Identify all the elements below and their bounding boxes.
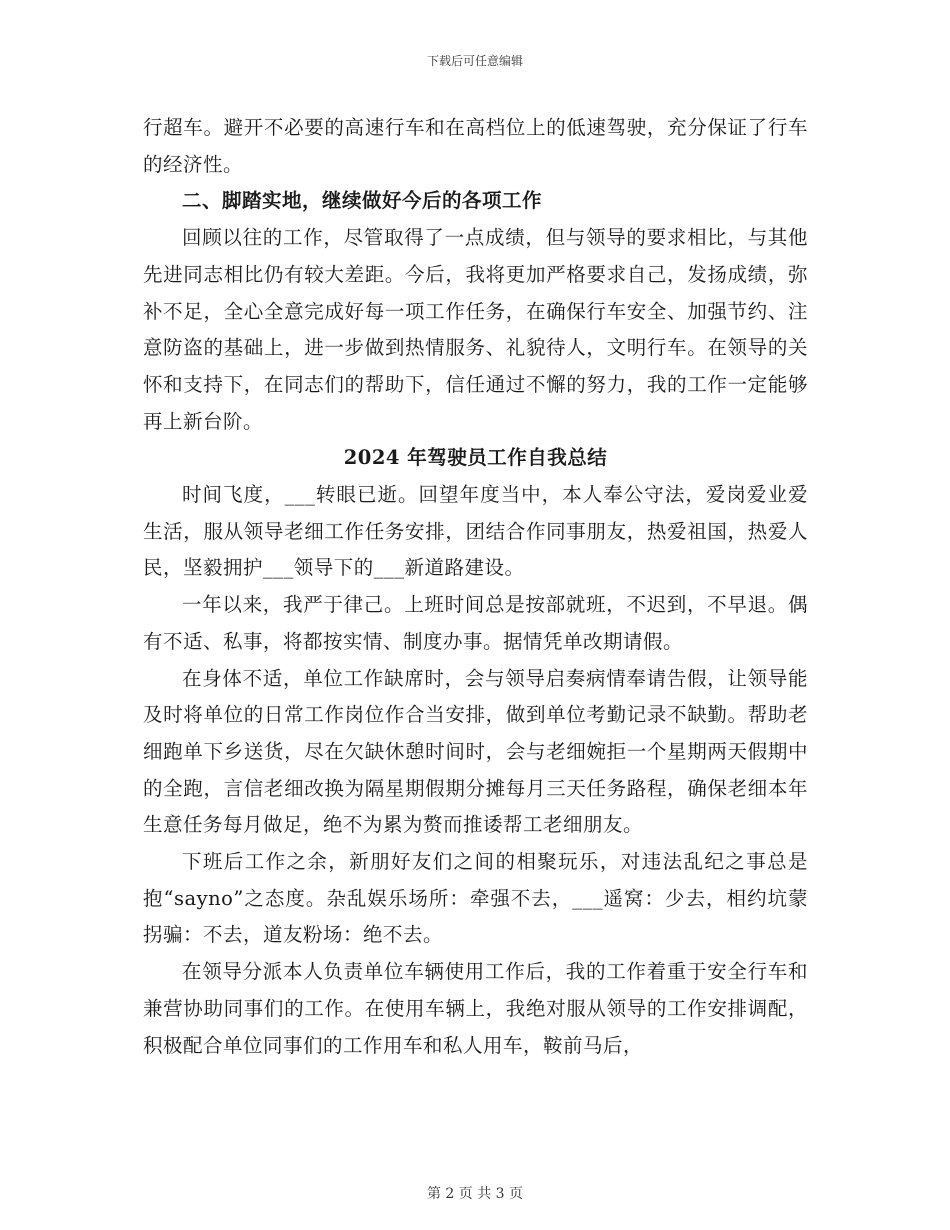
paragraph: 下班后工作之余，新朋好友们之间的相聚玩乐，对违法乱纪之事总是抱“sayno”之态度。杂乱娱乐场所：牵强不去，___遥窝：少去，相约坑蒙拐骗：不去，道友粉场：绝不去。 <box>143 850 808 947</box>
section-heading: 二、脚踏实地，继续做好今后的各项工作 <box>182 189 543 213</box>
paragraph: 回顾以往的工作，尽管取得了一点成绩，但与领导的要求相比，与其他先进同志相比仍有较大差距。今后，我将更加严格要求自己，发扬成绩，弥补不足，全心全意完成好每一项工作任务，在确保行车安全、加强节约、注意防盗的基础上，进一步做到热情服务、礼貌待人，文明行车。在领导的关怀和支持下，在同志们的帮助下，信任通过不懈的努力，我的工作一定能够再上新台阶。 <box>143 226 808 433</box>
document-body <box>143 110 808 1064</box>
document-title: 2024 年驾驶员工作自我总结 <box>343 446 608 470</box>
paragraph: 行超车。避开不必要的高速行车和在高档位上的低速驾驶，充分保证了行车的经济性。 <box>143 116 808 176</box>
paragraph: 在身体不适，单位工作缺席时，会与领导启奏病情奉请告假，让领导能及时将单位的日常工作岗位作合当安排，做到单位考勤记录不缺勤。帮助老细跑单下乡送货，尽在欠缺休憩时间时，会与老细婉拒一个星期两天假期中的全跑，言信老细改换为隔星期假期分摊每月三天任务路程，确保老细本年生意任务每月做足，绝不为累为赘而推诿帮工老细朋友。 <box>143 666 808 837</box>
paragraph: 在领导分派本人负责单位车辆使用工作后，我的工作着重于安全行车和兼营协助同事们的工作。在使用车辆上，我绝对服从领导的工作安排调配，积极配合单位同事们的工作用车和私人用车，鞍前马后， <box>143 960 808 1057</box>
paragraph: 一年以来，我严于律己。上班时间总是按部就班，不迟到，不早退。偶有不适、私事，将都按实情、制度办事。据情凭单改期请假。 <box>143 593 808 653</box>
paragraph: 时间飞度，___转眼已逝。回望年度当中，本人奉公守法，爱岗爱业爱生活，服从领导老细工作任务安排，团结合作同事朋友，热爱祖国，热爱人民，坚毅拥护___领导下的___新道路建设。 <box>143 483 808 580</box>
page-header: 下载后可任意编辑 <box>426 54 523 68</box>
page-footer: 第 2 页 共 3 页 <box>426 1186 524 1202</box>
